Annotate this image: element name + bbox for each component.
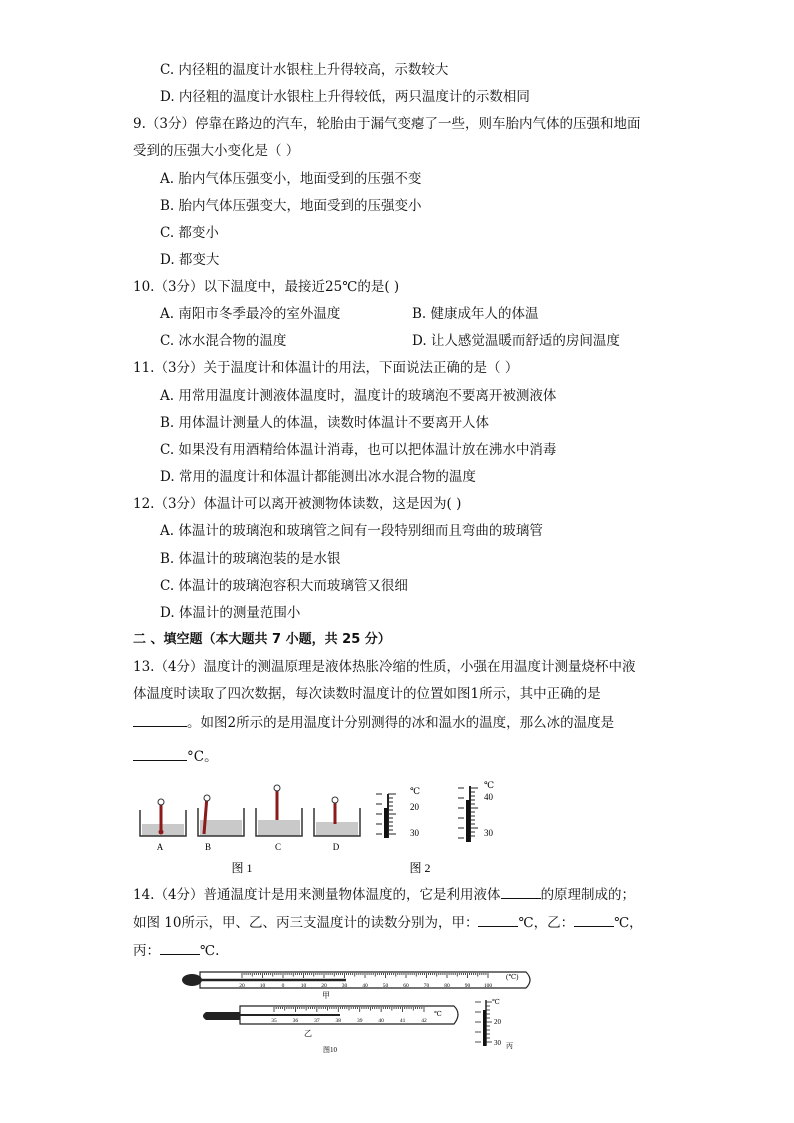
q9-stem-line1: 9.（3分）停靠在路边的汽车，轮胎由于漏气变瘪了一些，则车胎内气体的压强和地面 bbox=[133, 116, 641, 132]
thermometer-jia bbox=[182, 972, 530, 1000]
q14-blank-2[interactable] bbox=[478, 912, 518, 927]
q14-line3 bbox=[133, 940, 219, 961]
q12-option-c: C. 体温计的玻璃泡容积大而玻璃管又很细 bbox=[160, 578, 408, 594]
fig1-label-d: D bbox=[332, 842, 340, 852]
fig1-caption: 图 1 bbox=[231, 861, 253, 875]
fig10-caption: 图10 bbox=[323, 1046, 337, 1054]
q14-line2-a: 如图 10所示，甲、乙、丙三支温度计的读数分别为，甲： bbox=[133, 915, 479, 931]
q9-option-b: B. 胎内气体压强变大，地面受到的压强变小 bbox=[160, 198, 422, 214]
q9-stem-line2: 受到的压强大小变化是（ ） bbox=[133, 143, 300, 159]
q10-option-a: A. 南阳市冬季最冷的室外温度 bbox=[160, 306, 341, 322]
fig1-label-b: B bbox=[204, 842, 212, 852]
q12-option-a: A. 体温计的玻璃泡和玻璃管之间有一段特别细而且弯曲的玻璃管 bbox=[160, 523, 543, 539]
q13-line2: 体温度时读取了四次数据，每次读数时温度计的位置如图1所示，其中正确的是 bbox=[133, 686, 601, 702]
q12-stem: 12.（3分）体温计可以离开被测物体读数，这是因为( ) bbox=[133, 496, 462, 512]
fig1-label-c: C bbox=[274, 842, 282, 852]
q14-line3-a: 丙： bbox=[133, 943, 160, 959]
section-heading: 二 、填空题（本大题共 7 小题，共 25 分） bbox=[133, 632, 391, 647]
yi-scale-tick-label: 42 bbox=[421, 1018, 427, 1024]
fig2-left-tick-30: 30 bbox=[410, 828, 419, 838]
fig2-right-tick-40: 40 bbox=[484, 792, 493, 802]
q10-option-b: B. 健康成年人的体温 bbox=[412, 306, 539, 322]
jia-scale-tick-label: 10 bbox=[259, 983, 266, 989]
fig1-label-a: A bbox=[156, 842, 164, 852]
beaker-b bbox=[198, 795, 244, 852]
jia-scale-tick-label: 70 bbox=[423, 983, 430, 989]
bing-tick-20: 20 bbox=[494, 1018, 501, 1026]
q13-line3 bbox=[133, 712, 614, 733]
bing-label: 丙 bbox=[506, 1042, 513, 1050]
jia-scale-tick-label: 20 bbox=[321, 983, 327, 989]
q14-figure-10 bbox=[170, 966, 540, 1058]
beaker-d bbox=[314, 797, 360, 852]
jia-scale-tick-label: 10 bbox=[300, 983, 307, 989]
yi-label: 乙 bbox=[304, 1029, 312, 1038]
q10-option-c: C. 冰水混合物的温度 bbox=[160, 333, 287, 349]
figure2-thermometers bbox=[376, 780, 494, 875]
q12-option-d: D. 体温计的测量范围小 bbox=[160, 605, 301, 621]
bing-tick-30: 30 bbox=[494, 1039, 501, 1047]
q8-option-c: C. 内径粗的温度计水银柱上升得较高，示数较大 bbox=[160, 62, 449, 78]
jia-scale-tick-label: 0 bbox=[281, 983, 285, 989]
yi-scale-tick-label: 41 bbox=[399, 1018, 406, 1024]
q14-line1-b: 的原理制成的； bbox=[540, 887, 636, 903]
jia-scale-tick-label: 80 bbox=[444, 983, 450, 989]
q10-stem: 10.（3分）以下温度中，最接近25℃的是( ) bbox=[133, 279, 400, 295]
q13-figure bbox=[130, 780, 540, 878]
beaker-c bbox=[256, 785, 302, 852]
yi-scale-tick-label: 38 bbox=[335, 1018, 342, 1024]
yi-unit: ℃ bbox=[434, 1010, 442, 1018]
q12-option-b: B. 体温计的玻璃泡装的是水银 bbox=[160, 551, 341, 567]
q13-line4 bbox=[133, 746, 218, 767]
thermometer-yi bbox=[203, 1006, 458, 1038]
q11-option-b: B. 用体温计测量人的体温，读数时体温计不要离开人体 bbox=[160, 415, 490, 431]
q8-option-d: D. 内径粗的温度计水银柱上升得较低，两只温度计的示数相同 bbox=[160, 89, 530, 105]
q11-stem: 11.（3分）关于温度计和体温计的用法，下面说法正确的是（ ） bbox=[133, 360, 519, 376]
q14-line2 bbox=[133, 912, 643, 933]
jia-scale-tick-label: 30 bbox=[341, 983, 348, 989]
yi-scale-tick-label: 39 bbox=[356, 1018, 363, 1024]
bing-unit: ℃ bbox=[492, 998, 500, 1006]
yi-scale-tick-label: 35 bbox=[271, 1018, 277, 1024]
fig2-right-tick-30: 30 bbox=[484, 828, 493, 838]
fig2-caption: 图 2 bbox=[409, 861, 431, 875]
q11-option-c: C. 如果没有用酒精给体温计消毒，也可以把体温计放在沸水中消毒 bbox=[160, 442, 557, 458]
q14-line3-b: ℃. bbox=[200, 943, 220, 959]
q14-blank-3[interactable] bbox=[574, 912, 614, 927]
jia-scale-tick-label: 20 bbox=[239, 983, 245, 989]
q13-line1: 13.（4分）温度计的测温原理是液体热胀冷缩的性质，小强在用温度计测量烧杯中液 bbox=[133, 659, 636, 675]
jia-scale-tick-label: 50 bbox=[382, 983, 389, 989]
q14-blank-1[interactable] bbox=[501, 884, 541, 899]
jia-scale-tick-label: 60 bbox=[403, 983, 409, 989]
q13-line4-text: °C。 bbox=[187, 749, 218, 765]
q9-option-a: A. 胎内气体压强变小，地面受到的压强不变 bbox=[160, 171, 422, 187]
fig2-thermometer-water bbox=[458, 780, 494, 842]
fig2-thermometer-ice bbox=[376, 786, 420, 838]
jia-scale-tick-label: 40 bbox=[362, 983, 368, 989]
thermometer-bing bbox=[475, 998, 513, 1050]
q11-option-d: D. 常用的温度计和体温计都能测出冰水混合物的温度 bbox=[160, 469, 476, 485]
q14-line1 bbox=[133, 884, 635, 905]
jia-label: 甲 bbox=[322, 991, 330, 1000]
q10-option-d: D. 让人感觉温暖而舒适的房间温度 bbox=[412, 333, 620, 349]
fig2-right-unit: ℃ bbox=[484, 780, 495, 790]
q13-line3-text: 。如图2所示的是用温度计分别测得的冰和温水的温度，那么冰的温度是 bbox=[187, 715, 615, 731]
q14-line2-c: ℃， bbox=[614, 915, 643, 931]
fig2-left-tick-20: 20 bbox=[410, 802, 419, 812]
yi-scale-tick-label: 37 bbox=[314, 1018, 320, 1024]
q14-line2-b: ℃，乙： bbox=[518, 915, 575, 931]
q9-option-c: C. 都变小 bbox=[160, 225, 219, 241]
jia-scale-tick-label: 100 bbox=[483, 983, 493, 989]
yi-scale-tick-label: 40 bbox=[378, 1018, 384, 1024]
figure1-beakers bbox=[140, 785, 360, 875]
fig2-left-unit: ℃ bbox=[410, 786, 421, 796]
jia-scale-tick-label: 90 bbox=[464, 983, 471, 989]
q9-option-d: D. 都变大 bbox=[160, 252, 220, 268]
yi-scale-tick-label: 36 bbox=[292, 1018, 299, 1024]
q13-blank-1[interactable] bbox=[133, 712, 187, 727]
q14-line1-a: 14.（4分）普通温度计是用来测量物体温度的，它是利用液体 bbox=[133, 887, 501, 903]
beaker-a bbox=[140, 799, 186, 852]
q11-option-a: A. 用常用温度计测液体温度时，温度计的玻璃泡不要离开被测液体 bbox=[160, 388, 557, 404]
q13-blank-2[interactable] bbox=[133, 746, 187, 761]
q14-blank-4[interactable] bbox=[160, 940, 200, 955]
jia-unit: (℃) bbox=[506, 973, 519, 981]
